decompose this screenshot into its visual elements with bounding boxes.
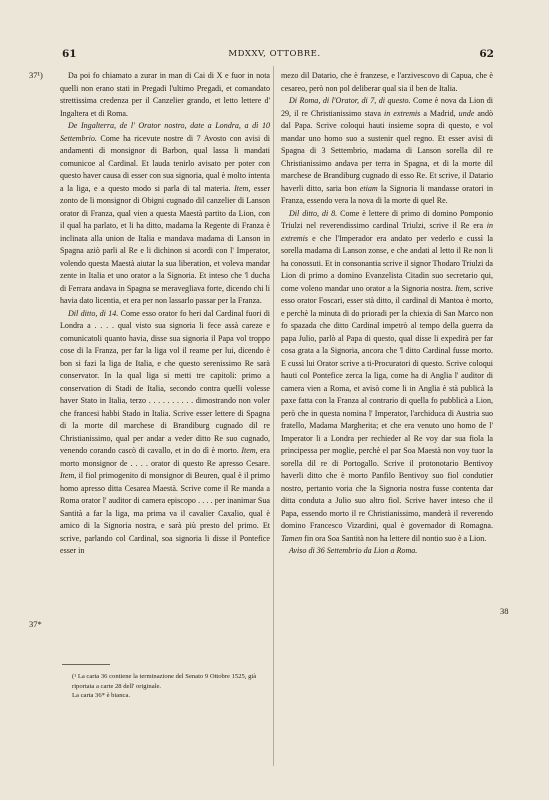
paragraph: mezo dil Datario, che è franzese, e l'arzivescovo di Capua, che è cesareo, però non pol deliberar qual sia il ben de Italia.: [281, 71, 493, 93]
page-header: [0, 48, 549, 64]
paragraph: Dil ditto, di 14. Come esso orator fo heri dal Cardinal fuori di Londra a . . . . qual visto sua signoria li fece assà careze e comunicatoli quanto havia, disse sua signoria il Papa vol troppo cose di la Franza, per far la liga vol il reame per lui, dicendo è bon si fazi la liga de Italia, e che questo serenissimo Re sarà conservator. In la qual liga si metti tre capitoli: primo a conservation di Stadi de Italia, secondo contra quelli volesse haver Stato in Italia, terzo . . . . . . . . . . dimostrando non voler che francesi habbi Stado in Italia. Scrive esser lettere di Spagna di la morte dil marchese di Brandiburg cugnado dil re Christianissimo, qual per andar a veder ditto Re suo cugnado, venendo corando cascò di cavallo, et in do dì è morto. Item, era morto monsignor de . . . . orator di questo Re apresso Cesare. Item, il fiol primogenito di monsignor di Beuren, qual è il primo homo apresso ditta Cesarea Maestà. Scrive come il Re manda a Roma orator l' auditor di camera episcopo . . . . per inanimar Sua Santità a far la liga, ma prima va il cavalier Caxalio, qual è amico di la Signoria nostra, e sarà più presto del primo. Et scrive, parlando col Cardinal, soa signoria li disse il Pontefice esser in: [60, 308, 270, 555]
footnote-rule: [62, 664, 110, 665]
left-column: [60, 70, 270, 558]
running-head: MDXXV, OTTOBRE.: [228, 49, 321, 59]
paragraph: Da poi fo chiamato a zurar in man di Cai di X e fuor in nota quelli non erano stati in Pregadi l'ultimo Pregadi, et comandato strettissima credenza per il Canzelier grando, et letto lettere d' Ingaltera et di Roma.: [60, 71, 270, 118]
column-divider: [273, 66, 274, 766]
margin-note-38: 38: [500, 606, 509, 616]
right-column: [281, 70, 493, 558]
margin-note-37-star: 37*: [29, 619, 42, 629]
footnote: (¹ La carta 36 contiene la terminazione del Senato 9 Ottobre 1525, già riportata a carte 28 dell' originale. La carta 36* è bianca.: [72, 673, 257, 699]
paragraph-heading: Aviso di 36 Settembrio da Lion a Roma.: [289, 546, 418, 555]
paragraph: Dil ditto, di 8. Come è lettere di primo di domino Pomponio Triulzi nel reverendissimo cardinal Triulzi, scrive il Re era in extremis e che l'Imperador era andato per vederlo e cussì la sorella madama di Lanson zonse, e che andati al letto il Re non li ha conossuti. Et in consonantia scrive il signor Thodaro Triulzi da Lion di primo a domino Evanzelista Citadin suo secretario qui, come voleno mandar uno orator a la Signoria nostra. Item, scrive esso orator Foscari, esser stà ditto, il cardinal di Mantoa è morto, e perchè la minuta di do prioradi per la chiexia di San Marco non fo spazada che ditto Cardinal impetrò al tempo della guerra da papa Julio, parlò al Papa di questo, qual disse li expedirà per far cosa grata a la Signoria, ancora che 'l ditto Cardinal fusse morto. E cussì lui Orator scrive a ti-Procuratori di questo. Scrive coloqui hauti col Pontefice zerca la liga, come ha di Anglia l' auditor di camera vien a Roma, et avisò come li in Anglia è stà publicà la paxe fatta con la Franza al contrario di quella fo pubblicà a Lion, però che in questa nomina l' Imperator, l'archiduca di Austria suo fratello, Madama Margherita; et che era venuto uno homo de l' Imperator li a Londra per rechieder al Re voy dar sua fiola la principessa per moglie, perchè el par Soa Maestà non voy tuor la sorella dil re di Portogallo. Scrive il protonotario Bentivoy haverli ditto che è morto Panfilo Bentivoy suo fiol condutier nostro, pertanto voria che la Signoria nostra fusse contenta dar ditta conduta a Julio suo altro fiol. Scrive haver inteso che il Papa, essendo morto il re Christianissimo, manderà il reverendo domino Francesco Vizardini, qual è governador di Romagna. Tamen fin ora Soa Santità non ha lettere dil nontio suo è a Lion.: [281, 208, 493, 543]
page-number-right: 62: [479, 48, 494, 60]
paragraph: De Ingalterra, de l' Orator nostro, date a Londra, a dì 10 Settembrio. Come ha ricevute nostre di 7 Avosto con avisi di andamenti di monsignor di Barbon, qual lassa li mandati comunicoe al Cardinal. Et lauda tenirlo avisato per poter con questo haver causa di esser con sua signoria, qual è molto intenta a la liga, e a questo modo si parla di tal materia. Item, esser zonto de li monsignor di Obigni cugnado dil canzelier di Lanson orator di Franza, qual vien a questa Maestà partito da Lion, con il qual ha parlato, et li ha ditto, madama la Regente di Franza è inclinata alla union de Italia e mandava madama di Lanson in Spagna aziò parli al Re e li dichinon si acordi con l' Imperator, volendo questa Maestà aiutar la sua liberation, et voleva mandar zente in Italia et uno orator a la Signoria. Et inteso che 'l ducha di Ferrara andava in Spagna se meravegliava forte, dicendo chi li havia dato licentia, et era per non lassarlo passar per la Franza.: [60, 121, 270, 305]
paragraph: Di Roma, di l'Orator, di 7, di questo. Come è nova da Lion di 29, il re Christianissimo stava in extremis a Madrid, unde andò dal Papa. Scrive coloqui hauti insieme sopra di questo, e vol mandar uno homo suo a sustenir quel regno. Et esser avisi di Spagna di 3 Settembrio, madama di Lanson sorella dil re Christianissimo andava per terra in Spagna, et di la morte dil marchese de Brandiburg cugnado di esso Re. Et scrive, il Datario haverli ditto, saria bon etiam la Signoria li mandasse oratori in Franza, essendo vera la nova di la morte di quel Re.: [281, 96, 494, 205]
margin-note-37: 37¹): [29, 70, 43, 80]
page-number-left: 61: [62, 48, 77, 60]
